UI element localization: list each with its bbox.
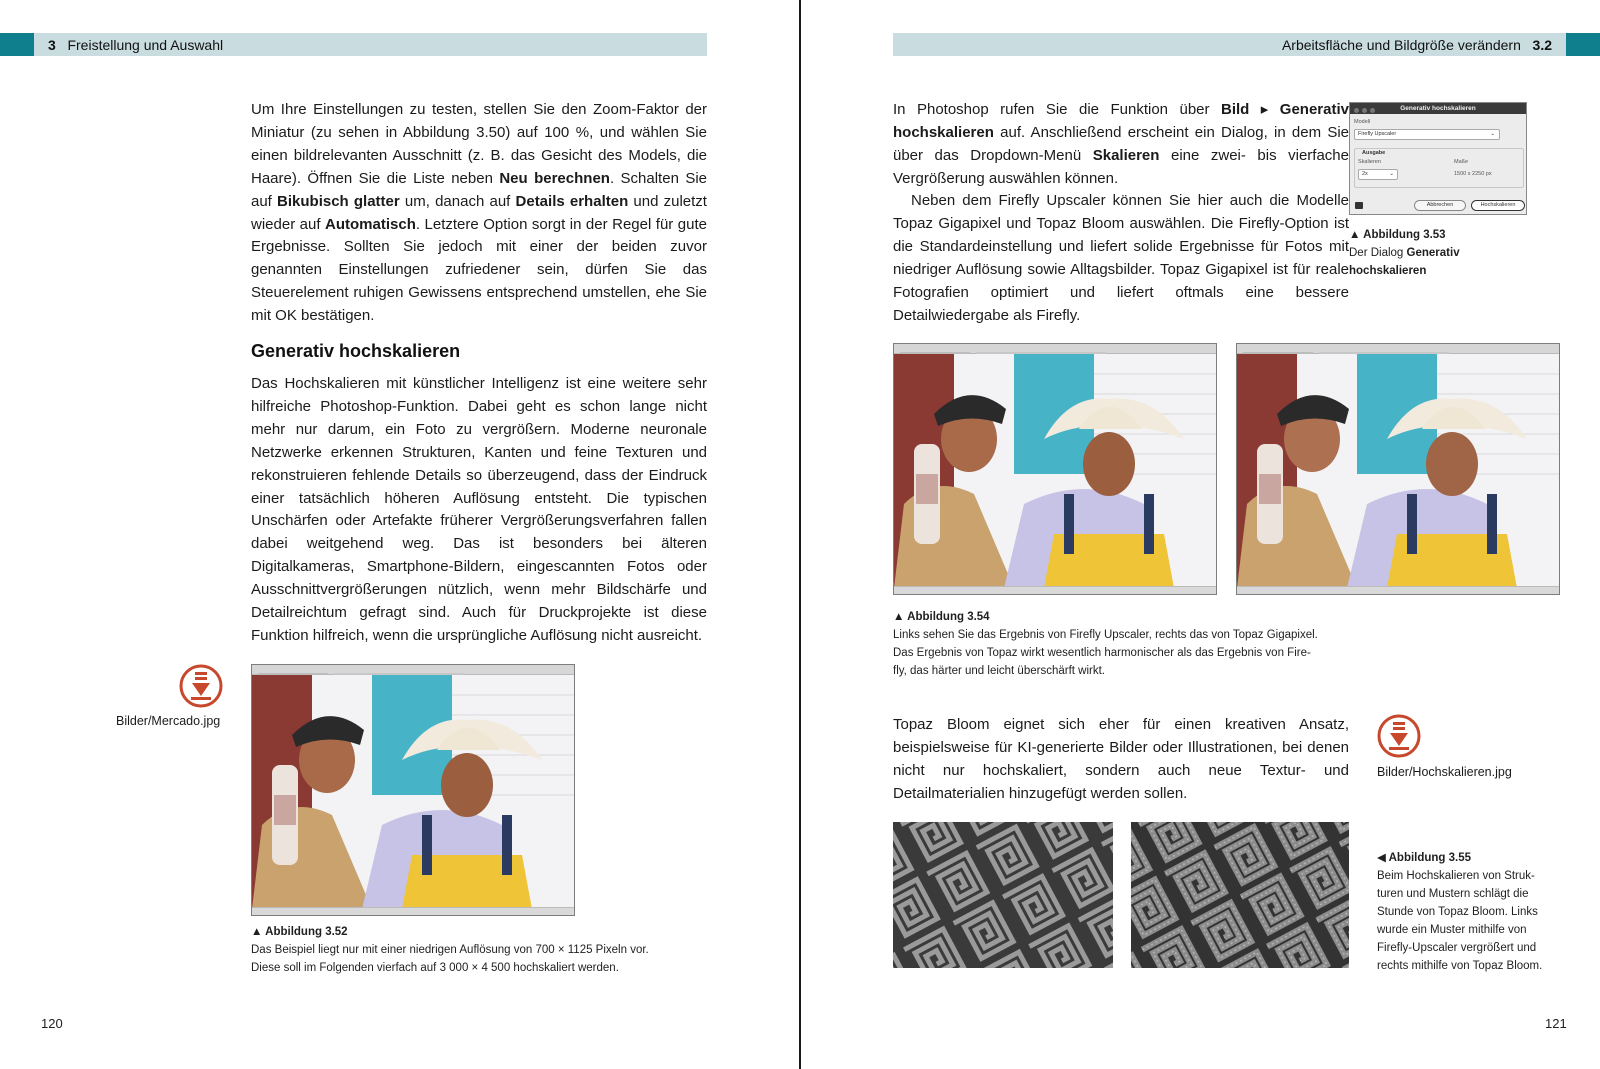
figure-3-55-line-5: Firefly-Upscaler vergrößert und [1377,942,1537,954]
left-header-accent [0,33,34,56]
model-select-value: Firefly Upscaler [1358,131,1397,137]
figure-3-54-caption [893,608,1353,680]
chapter-title: Freistellung und Auswahl [67,37,224,53]
figure-3-54-topaz-screenshot [1236,343,1560,595]
chevron-down-icon: ⌄ [1490,131,1495,137]
right-paragraph-2: Neben dem Firefly Upscaler können Sie hier auch die Modelle Topaz Gigapixel und Topaz Bloom auswählen. Die Firefly-Option ist die Standardeinstellung und liefert solide Ergebnisse für Fotos mit niedriger Auflösung sowie Alltagsbilder. Topaz Gigapixel ist für reale Fotografien optimiert und liefert oftmals eine bessere Detailwiedergabe als Firefly. [893,192,1349,324]
left-page-number: 120 [41,1016,63,1031]
figure-3-52-line-2: Diese soll im Folgenden vierfach auf 3 000 × 4 500 hochskaliert werden. [251,962,619,974]
model-select[interactable] [1354,129,1500,140]
section-number: 3.2 [1532,37,1552,53]
left-paragraph-1-run-2: . Schalten Sie auf [251,169,707,210]
left-paragraph-1-run-3: Bikubisch glatter [277,192,400,210]
info-icon[interactable] [1355,202,1363,209]
right-paragraph-1-run-3: Skalieren [1092,146,1160,164]
left-paragraph-1 [251,99,707,328]
download-file-link[interactable]: Bilder/Hochskalieren.jpg [1377,765,1512,779]
figure-3-53-text-bold: Generativ hochskalieren [1349,247,1460,277]
download-file-link[interactable]: Bilder/Mercado.jpg [116,714,221,728]
page-gutter [799,0,801,1069]
section-title: Arbeitsfläche und Bildgröße verändern [1281,37,1521,53]
figure-3-55-firefly-texture [893,822,1113,968]
window-controls[interactable] [1354,106,1378,117]
document-status-bar [252,907,574,915]
dialog-title: Generativ hochskalieren [1400,105,1476,112]
dialog-titlebar [1350,103,1526,114]
figure-3-52-line-1: Das Beispiel liegt nur mit einer niedrigen Auflösung von 700 × 1125 Pixeln vor. [251,944,649,956]
upscale-button[interactable]: Hochskalieren [1471,200,1525,211]
figure-3-55-line-4: wurde ein Muster mithilfe von [1377,924,1527,936]
left-running-head [48,36,223,54]
right-paragraph-1-run-1: Bild ▸ Generativ hochskalieren [893,101,1349,141]
document-status-bar [1237,586,1559,594]
left-paragraph-1-run-0: Um Ihre Einstellungen zu testen, stellen Sie den Zoom-Faktor der Miniatur (zu sehen in Abbildung 3.50) auf 100 %, und wählen Sie einen bildrelevanten Ausschnitt (z. B. das Gesicht des Models, die Haare). Öffnen Sie die Liste neben [251,101,707,187]
scale-select[interactable] [1358,169,1398,180]
figure-3-53-caption [1349,226,1529,280]
figure-3-54-line-1: Links sehen Sie das Ergebnis von Firefly Upscaler, rechts das von Topaz Gigapixel. [893,629,1318,641]
left-paragraph-1-run-4: um, danach auf [399,192,516,210]
document-status-bar [894,586,1216,594]
firefly-result-photo [894,354,1217,588]
model-label: Modell [1354,119,1371,125]
figure-3-53-title: ▲ Abbildung 3.53 [1349,229,1446,241]
size-value: 1500 x 2250 px [1454,171,1492,177]
figure-3-52-screenshot [251,664,575,916]
size-label: Maße [1454,159,1469,165]
cancel-button[interactable]: Abbrechen [1414,200,1466,211]
right-paragraph-1-run-2: auf. Anschließend erscheint ein Dialog, in dem Sie über das Dropdown-Menü [893,123,1349,164]
download-icon[interactable] [178,663,224,709]
right-header-accent [1566,33,1600,56]
left-paragraph-2: Das Hochskalieren mit künstlicher Intelligenz ist eine weitere sehr hilfreiche Photoshop-Funktion. Dabei geht es schon lange nicht mehr nur darum, ein Foto zu vergrößern. Moderne neuronale Netzwerke erkennen Strukturen, Kanten und feine Texturen und rekonstruieren fehlende Details so überzeugend, dass der Eindruck einer tatsächlich höheren Auflösung entsteht. Die typischen Unschärfen oder Artefakte früherer Vergrößerungsverfahren fallen dabei weitgehend weg. Das ist besonders bei älteren Digitalkameras, Smartphone-Bildern, eingescannten Fotos oder Ausschnittvergrößerungen nützlich, wenn mehr Bildschärfe und Detailreichtum gefragt sind. Auch für Druckprojekte ist diese Funktion hilfreich, wenn die ursprüngliche Auflösung nicht ausreicht. [251,375,707,644]
figure-3-54-line-3: fly, das härter und leicht überschärft wirkt. [893,665,1105,677]
right-page-number: 121 [1545,1016,1567,1031]
document-tab-bar [252,665,574,675]
chevron-down-icon: ⌄ [1389,171,1394,177]
right-paragraph-1-run-4: eine zwei- bis vierfache Vergrößerung auswählen können. [893,146,1349,187]
right-running-head [1282,36,1552,54]
right-paragraph-3: Topaz Bloom eignet sich eher für einen kreativen Ansatz, beispielsweise für KI-generierte Bilder oder Illustrationen, bei denen nicht nur hochskaliert, sondern auch neue Textur- und Detailmaterialien hinzugefügt werden sollen. [893,716,1349,802]
figure-3-54-line-2: Das Ergebnis von Topaz wirkt wesentlich harmonischer als das Ergebnis von Fire- [893,647,1311,659]
output-label: Ausgabe [1362,150,1386,156]
figure-3-55-line-1: Beim Hochskalieren von Struk- [1377,870,1535,882]
right-paragraph-1 [893,99,1349,191]
figure-3-52-caption [251,923,711,977]
document-tab-bar [894,344,1216,354]
firefly-pattern-image [893,822,1113,968]
figure-3-55-topaz-texture [1131,822,1349,968]
figure-3-55-line-2: turen und Mustern schlägt die [1377,888,1529,900]
figure-3-52-title: ▲ Abbildung 3.52 [251,926,348,938]
topaz-result-photo [1237,354,1560,588]
document-tab-bar [1237,344,1559,354]
figure-3-55-title: ◀ Abbildung 3.55 [1377,852,1472,864]
left-paragraph-1-run-5: Details erhalten [515,192,629,210]
figure-3-54-firefly-screenshot [893,343,1217,595]
topaz-pattern-image [1131,822,1349,968]
figure-3-55-caption [1377,849,1577,975]
download-icon[interactable] [1376,713,1422,759]
market-men-photo [252,675,575,909]
generativ-hochskalieren-dialog [1349,102,1527,215]
scale-select-value: 2x [1362,171,1368,177]
section-heading: Generativ hochskalieren [251,341,461,361]
left-paragraph-1-run-7: Automatisch [325,215,416,233]
left-paragraph-1-run-8: . Letztere Option sorgt in der Regel für gute Ergebnisse. Sollten Sie jedoch mit einer der beiden zuvor genannten Einstellungen zufriedener sein, dürfen Sie das Steuerelement ruhigen Gewissens entsprechend umstellen, ehe Sie mit OK bestätigen. [251,215,707,325]
figure-3-54-title: ▲ Abbildung 3.54 [893,611,990,623]
figure-3-55-line-3: Stunde von Topaz Bloom. Links [1377,906,1538,918]
scale-label: Skalieren [1358,159,1381,165]
left-paragraph-1-run-1: Neu berechnen [499,169,610,187]
figure-3-55-line-6: rechts mithilfe von Topaz Bloom. [1377,960,1543,972]
chapter-number: 3 [48,37,56,53]
left-paragraph-1-run-6: und zuletzt wieder auf [251,192,707,233]
figure-3-53-text: Der Dialog [1349,247,1407,259]
right-paragraph-1-run-0: In Photoshop rufen Sie die Funktion über [893,101,1221,118]
